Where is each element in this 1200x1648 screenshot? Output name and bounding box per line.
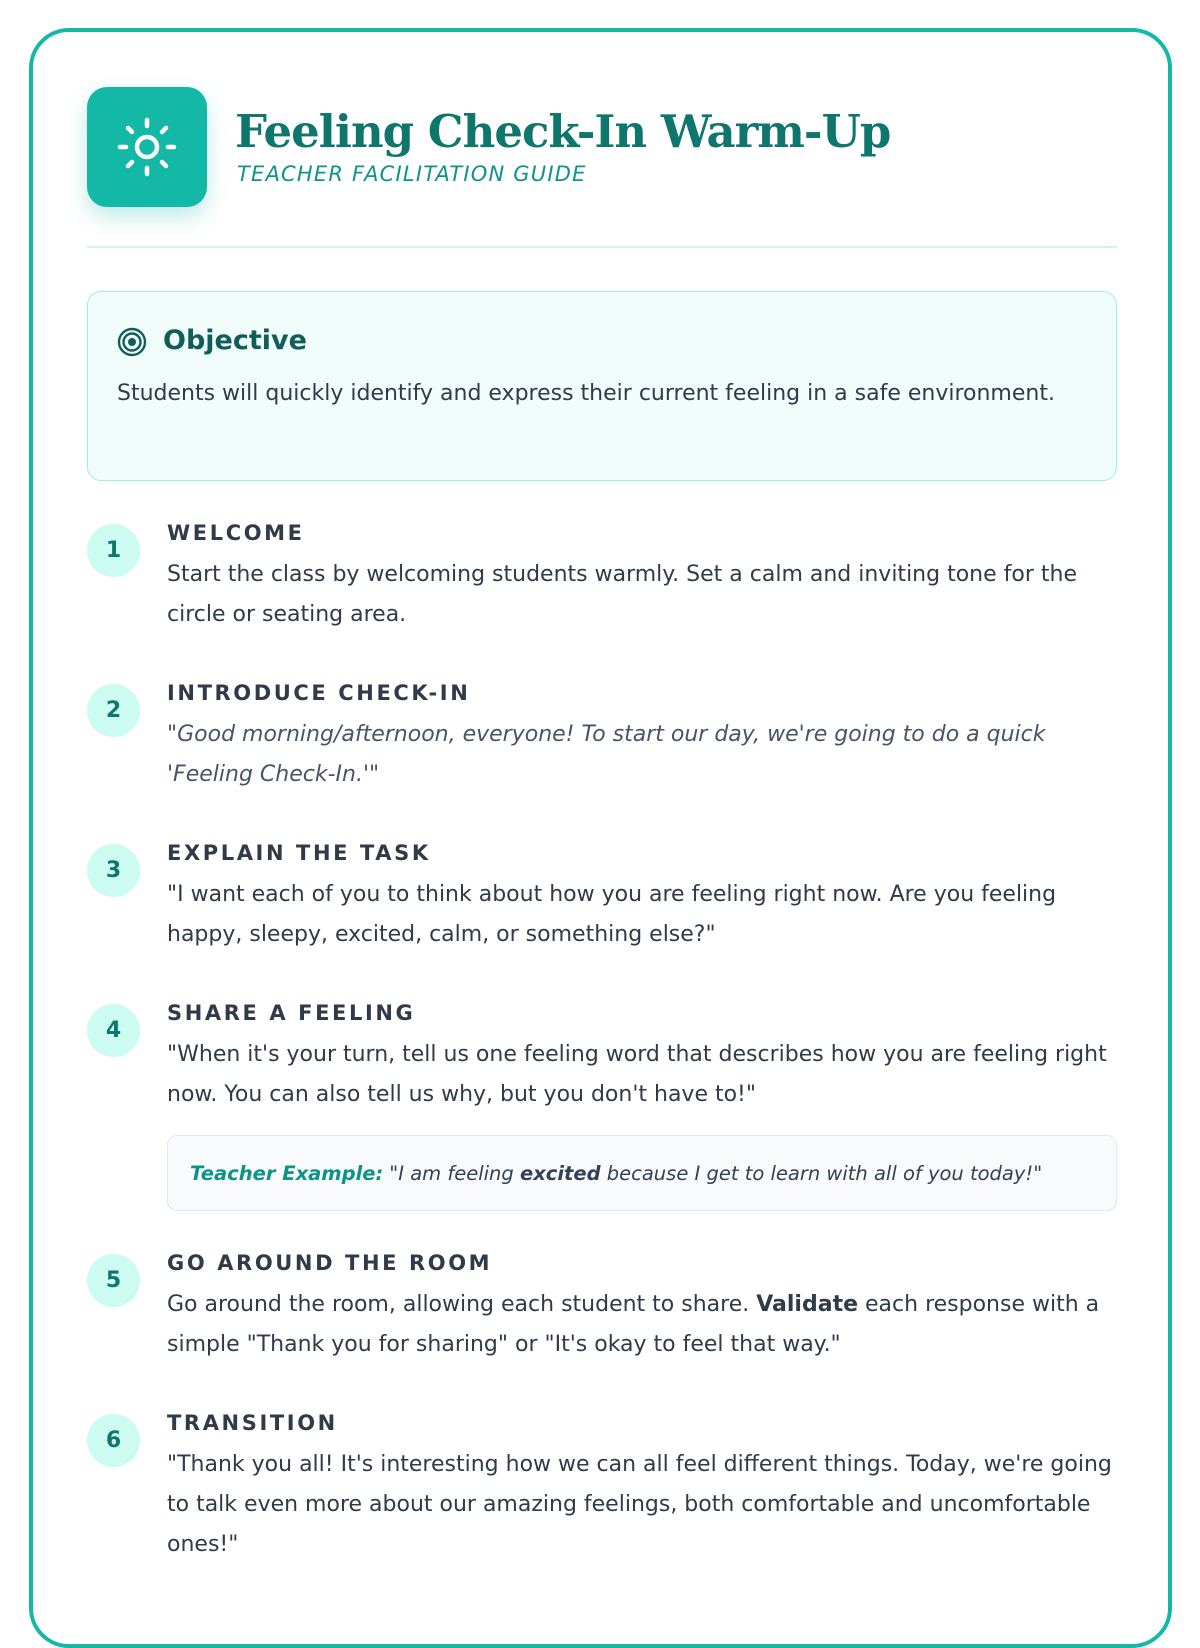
step-title: WELCOME [167, 521, 305, 545]
step-title: EXPLAIN THE TASK [167, 841, 431, 865]
step-text: "I want each of you to think about how you are feeling right now. Are you feeling happy, sleepy, excited, calm, or something else?" [167, 882, 1057, 947]
step-number: 2 [87, 684, 140, 737]
step-text: Start the class by welcoming students warmly. Set a calm and inviting tone for the circle or seating area. [167, 562, 1077, 627]
step-text [167, 1285, 1122, 1365]
step-number: 3 [87, 844, 140, 897]
header-divider [87, 246, 1117, 248]
objective-title: Objective [163, 325, 307, 356]
step-text: "Good morning/afternoon, everyone! To start our day, we're going to do a quick 'Feeling Check-In.'" [167, 722, 1046, 787]
step-title: SHARE A FEELING [167, 1001, 416, 1025]
step-text-bold: Validate [756, 1292, 859, 1317]
target-icon [117, 327, 147, 357]
step-number: 1 [87, 524, 140, 577]
objective-box [87, 291, 1117, 481]
page-subtitle: TEACHER FACILITATION GUIDE [237, 162, 587, 186]
step-title: INTRODUCE CHECK-IN [167, 681, 471, 705]
step-title: GO AROUND THE ROOM [167, 1251, 493, 1275]
teacher-example [167, 1135, 1117, 1211]
step-text-after: each response with a simple "Thank you for sharing" or "It's okay to feel that way." [167, 1292, 1100, 1357]
example-label: Teacher Example: [190, 1161, 384, 1185]
step-text: "Thank you all! It's interesting how we can all feel different things. Today, we're going to talk even more about our amazing feelings, both comfortable and uncomfortable ones!" [167, 1452, 1112, 1557]
guide-card [29, 28, 1172, 1648]
example-text-before: "I am feeling [389, 1161, 514, 1185]
sun-icon [115, 115, 179, 179]
step-number: 6 [87, 1414, 140, 1467]
step-text-before: Go around the room, allowing each student to share. [167, 1292, 750, 1317]
objective-text: Students will quickly identify and express their current feeling in a safe environment. [117, 381, 1055, 406]
example-text-after: because I get to learn with all of you today!" [606, 1161, 1043, 1185]
step-number: 5 [87, 1254, 140, 1307]
step-text: "When it's your turn, tell us one feeling word that describes how you are feeling right now. You can also tell us why, but you don't have to!" [167, 1042, 1107, 1107]
logo-badge [87, 87, 207, 207]
step-title: TRANSITION [167, 1411, 338, 1435]
page-title: Feeling Check-In Warm-Up [235, 105, 891, 158]
step-number: 4 [87, 1004, 140, 1057]
header [87, 87, 1117, 207]
example-emphasis: excited [520, 1161, 601, 1185]
